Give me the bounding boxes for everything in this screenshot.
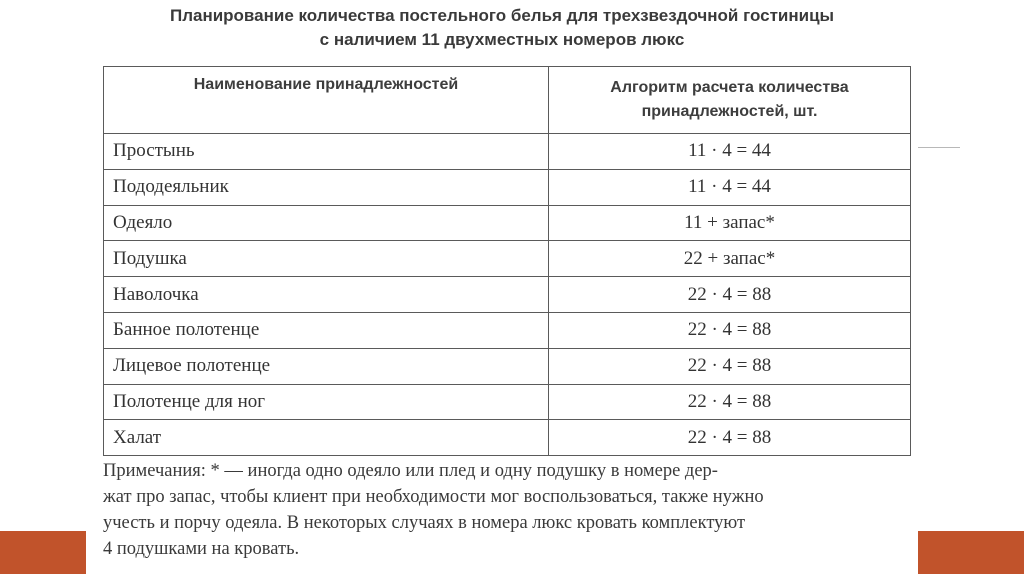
item-calc-cell: 11 + запас* (549, 205, 911, 241)
title-line-2: с наличием 11 двухместных номеров люкс (319, 30, 685, 49)
table-row (104, 241, 911, 277)
title-line-1: Планирование количества постельного белья для трехзвездочной гостиницы (169, 6, 835, 25)
notes-line-2: жат про запас, чтобы клиент при необходимости мог воспользоваться, также нужно (103, 487, 764, 507)
accent-bar-left (0, 531, 86, 574)
table-header-row (104, 67, 911, 134)
decorative-line (918, 147, 960, 148)
item-calc-cell: 22 · 4 = 88 (549, 420, 911, 456)
item-name-cell: Халат (104, 420, 549, 456)
header-calc-algorithm (549, 67, 911, 134)
item-name-cell: Банное полотенце (104, 312, 549, 348)
table-row (104, 384, 911, 420)
table-row (104, 134, 911, 170)
item-name-cell: Наволочка (104, 277, 549, 313)
table-row (104, 312, 911, 348)
table-row (104, 169, 911, 205)
item-calc-cell: 22 · 4 = 88 (549, 312, 911, 348)
item-calc-cell: 22 · 4 = 88 (549, 384, 911, 420)
header-item-name: Наименование принадлежностей (104, 67, 549, 134)
item-calc-cell: 11 · 4 = 44 (549, 169, 911, 205)
supplies-table (103, 66, 911, 456)
table-row (104, 205, 911, 241)
item-name-cell: Лицевое полотенце (104, 348, 549, 384)
page-title (86, 4, 918, 52)
notes-paragraph (103, 458, 911, 562)
document-page (86, 0, 918, 574)
accent-bar-right (918, 531, 1024, 574)
item-name-cell: Одеяло (104, 205, 549, 241)
header-calc-line-1: Алгоритм расчета количества (610, 79, 849, 96)
notes-line-3: учесть и порчу одеяла. В некоторых случаях в номера люкс кровать комплектуют (103, 513, 746, 533)
item-name-cell: Простынь (104, 134, 549, 170)
notes-line-4: 4 подушками на кровать. (103, 539, 300, 559)
item-calc-cell: 22 · 4 = 88 (549, 277, 911, 313)
table-row (104, 348, 911, 384)
item-calc-cell: 22 + запас* (549, 241, 911, 277)
item-name-cell: Полотенце для ног (104, 384, 549, 420)
item-name-cell: Подушка (104, 241, 549, 277)
table-row (104, 277, 911, 313)
header-calc-line-2: принадлежностей, шт. (641, 103, 818, 120)
table-row (104, 420, 911, 456)
notes-line-1: Примечания: * — иногда одно одеяло или плед и одну подушку в номере дер- (103, 461, 718, 481)
item-calc-cell: 22 · 4 = 88 (549, 348, 911, 384)
item-calc-cell: 11 · 4 = 44 (549, 134, 911, 170)
table-body (104, 134, 911, 456)
item-name-cell: Пододеяльник (104, 169, 549, 205)
